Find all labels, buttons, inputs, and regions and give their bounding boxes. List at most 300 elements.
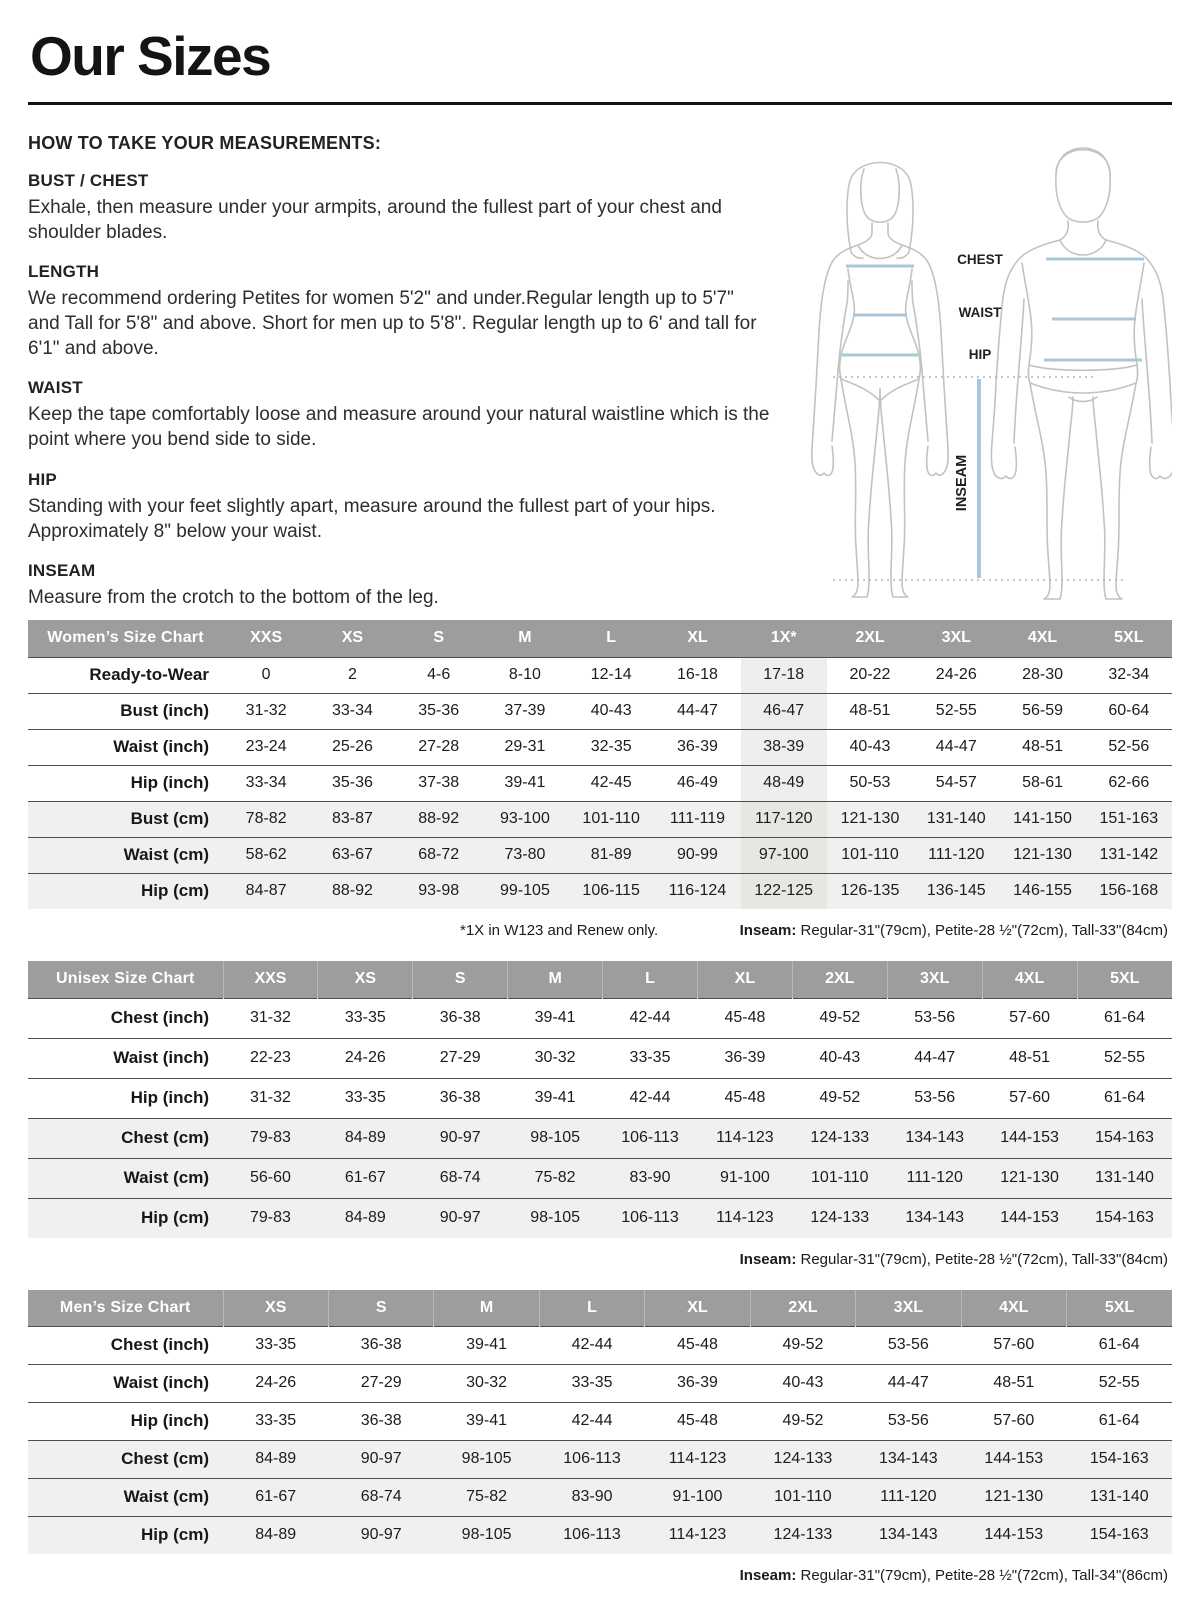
row-label: Bust (inch): [28, 693, 223, 729]
table-cell: 101-110: [568, 801, 654, 837]
table-cell: 68-72: [396, 837, 482, 873]
table-cell: 42-44: [539, 1326, 644, 1364]
table-cell: 31-32: [223, 693, 309, 729]
man-left-leg: [1030, 383, 1073, 599]
column-header: XL: [697, 961, 792, 999]
table-cell: 156-168: [1086, 873, 1172, 909]
table-cell: 27-28: [396, 729, 482, 765]
table-cell: 29-31: [482, 729, 568, 765]
table-cell: 101-110: [792, 1158, 887, 1198]
column-header: 5XL: [1077, 961, 1172, 999]
table-row: [28, 837, 1172, 873]
table-cell: 121-130: [961, 1478, 1066, 1516]
table-row: [28, 1364, 1172, 1402]
table-cell: 79-83: [223, 1118, 318, 1158]
inseam-label: INSEAM: [954, 454, 970, 512]
womens-table-notes: [28, 922, 1172, 939]
table-cell: 8-10: [482, 657, 568, 693]
table-row: [28, 729, 1172, 765]
table-cell: 38-39: [741, 729, 827, 765]
table-cell: 124-133: [792, 1118, 887, 1158]
table-cell: 53-56: [856, 1402, 961, 1440]
row-label: Waist (inch): [28, 729, 223, 765]
table-cell: 45-48: [645, 1326, 750, 1364]
table-cell: 22-23: [223, 1038, 318, 1078]
table-cell: 114-123: [697, 1118, 792, 1158]
table-cell: 57-60: [961, 1326, 1066, 1364]
table-cell: 48-49: [741, 765, 827, 801]
table-cell: 121-130: [982, 1158, 1077, 1198]
table-cell: 93-100: [482, 801, 568, 837]
row-label: Waist (inch): [28, 1364, 223, 1402]
table-cell: 25-26: [309, 729, 395, 765]
table-cell: 40-43: [568, 693, 654, 729]
table-cell: 36-38: [413, 998, 508, 1038]
table-cell: 52-55: [913, 693, 999, 729]
table-cell: 144-153: [982, 1118, 1077, 1158]
table-cell: 35-36: [309, 765, 395, 801]
column-header: XS: [318, 961, 413, 999]
diagram-wrap: [770, 129, 1172, 603]
table-cell: 36-38: [328, 1402, 433, 1440]
column-header: S: [396, 620, 482, 658]
table-cell: 117-120: [741, 801, 827, 837]
inseam-note-label: Inseam:: [739, 1566, 797, 1584]
table-cell: 68-74: [413, 1158, 508, 1198]
table-cell: 37-38: [396, 765, 482, 801]
section-body: We recommend ordering Petites for women 5'2" and under.Regular length up to 5'7" and Tall for 5'8" and above. Short for men up to 5'8". Regular length up to 6' and tall for 6'1" and above.: [28, 288, 757, 360]
table-cell: 154-163: [1067, 1516, 1173, 1554]
man-right-leg: [1093, 383, 1136, 599]
column-header: 3XL: [887, 961, 982, 999]
table-cell: 37-39: [482, 693, 568, 729]
table-cell: 114-123: [697, 1198, 792, 1238]
table-row: [28, 801, 1172, 837]
intro-section: [28, 129, 1172, 610]
table-cell: 36-38: [413, 1078, 508, 1118]
table-cell: 42-44: [539, 1402, 644, 1440]
woman-right-leg: [880, 379, 919, 597]
table-cell: 79-83: [223, 1198, 318, 1238]
table-cell: 36-39: [697, 1038, 792, 1078]
column-header: L: [603, 961, 698, 999]
woman-hair: [847, 163, 913, 253]
table-cell: 28-30: [999, 657, 1085, 693]
table-cell: 62-66: [1086, 765, 1172, 801]
man-face: [1056, 176, 1110, 222]
table-row: [28, 1478, 1172, 1516]
row-label: Chest (cm): [28, 1440, 223, 1478]
table-cell: 83-90: [603, 1158, 698, 1198]
table-cell: 27-29: [328, 1364, 433, 1402]
table-row: [28, 1440, 1172, 1478]
table-cell: 68-74: [328, 1478, 433, 1516]
table-cell: 75-82: [434, 1478, 539, 1516]
table-cell: 144-153: [961, 1440, 1066, 1478]
row-label: Hip (cm): [28, 873, 223, 909]
table-cell: 2: [309, 657, 395, 693]
column-header: XXS: [223, 961, 318, 999]
table-cell: 122-125: [741, 873, 827, 909]
unisex-table-notes: [28, 1251, 1172, 1268]
table-cell: 98-105: [434, 1516, 539, 1554]
table-cell: 84-89: [318, 1198, 413, 1238]
row-label: Waist (cm): [28, 837, 223, 873]
table-cell: 33-35: [539, 1364, 644, 1402]
table-cell: 46-49: [654, 765, 740, 801]
page-title: Our Sizes: [30, 25, 271, 87]
table-cell: 90-97: [328, 1440, 433, 1478]
table-cell: 136-145: [913, 873, 999, 909]
table-row: [28, 1078, 1172, 1118]
table-cell: 44-47: [856, 1364, 961, 1402]
table-cell: 45-48: [697, 998, 792, 1038]
table-cell: 106-113: [539, 1440, 644, 1478]
column-header: M: [434, 1290, 539, 1327]
table-cell: 121-130: [999, 837, 1085, 873]
table-cell: 88-92: [396, 801, 482, 837]
section-title: BUST / CHEST: [28, 171, 149, 190]
table-cell: 33-35: [318, 1078, 413, 1118]
measurement-section: [28, 470, 770, 544]
column-header: XL: [654, 620, 740, 658]
table-cell: 83-90: [539, 1478, 644, 1516]
table-cell: 134-143: [856, 1516, 961, 1554]
table-cell: 57-60: [982, 1078, 1077, 1118]
column-header: 1X*: [741, 620, 827, 658]
table-title: Unisex Size Chart: [28, 961, 223, 999]
table-cell: 33-34: [309, 693, 395, 729]
table-row: [28, 1198, 1172, 1238]
table-cell: 131-140: [913, 801, 999, 837]
column-header: 4XL: [999, 620, 1085, 658]
table-cell: 151-163: [1086, 801, 1172, 837]
column-header: 2XL: [792, 961, 887, 999]
table-cell: 126-135: [827, 873, 913, 909]
table-cell: 61-64: [1067, 1402, 1173, 1440]
table-cell: 20-22: [827, 657, 913, 693]
table-cell: 54-57: [913, 765, 999, 801]
table-cell: 45-48: [645, 1402, 750, 1440]
title-divider: [28, 102, 1172, 105]
table-cell: 124-133: [792, 1198, 887, 1238]
table-cell: 33-34: [223, 765, 309, 801]
table-cell: 131-140: [1067, 1478, 1173, 1516]
table-row: [28, 873, 1172, 909]
measurement-section: [28, 378, 770, 452]
table-cell: 33-35: [223, 1326, 328, 1364]
table-cell: 141-150: [999, 801, 1085, 837]
hip-label: HIP: [968, 347, 992, 362]
table-row: [28, 1516, 1172, 1554]
table-cell: 42-44: [603, 1078, 698, 1118]
table-cell: 56-60: [223, 1158, 318, 1198]
table-cell: 36-38: [328, 1326, 433, 1364]
table-cell: 114-123: [645, 1516, 750, 1554]
table-cell: 93-98: [396, 873, 482, 909]
waist-label: WAIST: [958, 305, 1002, 320]
table-cell: 101-110: [827, 837, 913, 873]
table-cell: 60-64: [1086, 693, 1172, 729]
table-cell: 116-124: [654, 873, 740, 909]
table-row: [28, 1118, 1172, 1158]
row-label: Ready-to-Wear: [28, 657, 223, 693]
column-header: 5XL: [1086, 620, 1172, 658]
table-cell: 48-51: [982, 1038, 1077, 1078]
row-label: Chest (inch): [28, 998, 223, 1038]
table-cell: 39-41: [482, 765, 568, 801]
woman-face: [861, 169, 900, 222]
inseam-note-label: Inseam:: [739, 1250, 797, 1268]
table-cell: 39-41: [434, 1402, 539, 1440]
row-label: Hip (cm): [28, 1516, 223, 1554]
table-cell: 154-163: [1067, 1440, 1173, 1478]
table-cell: 40-43: [792, 1038, 887, 1078]
measurement-section: [28, 561, 770, 610]
measurement-diagram: [796, 131, 1172, 603]
womens-size-chart: [28, 620, 1172, 909]
table-cell: 84-89: [223, 1516, 328, 1554]
section-title: LENGTH: [28, 262, 100, 282]
table-cell: 33-35: [318, 998, 413, 1038]
column-header: 4XL: [982, 961, 1077, 999]
table-cell: 121-130: [827, 801, 913, 837]
table-cell: 81-89: [568, 837, 654, 873]
woman-left-leg: [841, 379, 880, 597]
column-header: S: [328, 1290, 433, 1327]
table-cell: 56-59: [999, 693, 1085, 729]
man-hair: [1056, 148, 1110, 176]
table-cell: 144-153: [961, 1516, 1066, 1554]
section-title: INSEAM: [28, 560, 96, 580]
table-cell: 27-29: [413, 1038, 508, 1078]
table-cell: 53-56: [856, 1326, 961, 1364]
table-cell: 57-60: [982, 998, 1077, 1038]
column-header: 4XL: [961, 1290, 1066, 1327]
table-cell: 48-51: [999, 729, 1085, 765]
inseam-note-text: Regular-31"(79cm), Petite-28 ½"(72cm), Tall-34"(86cm): [796, 1566, 1168, 1584]
table-cell: 30-32: [434, 1364, 539, 1402]
inseam-note-label: Inseam:: [739, 921, 797, 939]
figure-outlines: [812, 148, 1172, 599]
table-cell: 32-35: [568, 729, 654, 765]
table-cell: 40-43: [827, 729, 913, 765]
table-cell: 106-113: [603, 1198, 698, 1238]
table-cell: 58-61: [999, 765, 1085, 801]
table-cell: 48-51: [961, 1364, 1066, 1402]
table-cell: 114-123: [645, 1440, 750, 1478]
table-cell: 4-6: [396, 657, 482, 693]
table-cell: 42-45: [568, 765, 654, 801]
table-cell: 35-36: [396, 693, 482, 729]
column-header: L: [539, 1290, 644, 1327]
section-body: Exhale, then measure under your armpits, around the fullest part of your chest and shoulder blades.: [28, 197, 722, 244]
table-cell: 90-97: [413, 1198, 508, 1238]
column-header: M: [508, 961, 603, 999]
mens-inseam-note: [740, 1567, 1172, 1584]
measurement-instructions: [28, 129, 770, 610]
table-cell: 144-153: [982, 1198, 1077, 1238]
table-cell: 83-87: [309, 801, 395, 837]
section-title: HIP: [28, 469, 57, 489]
table-cell: 33-35: [223, 1402, 328, 1440]
column-header: XL: [645, 1290, 750, 1327]
table-cell: 53-56: [887, 998, 982, 1038]
table-header-row: [28, 620, 1172, 658]
table-cell: 61-67: [318, 1158, 413, 1198]
table-cell: 75-82: [508, 1158, 603, 1198]
table-row: [28, 1038, 1172, 1078]
table-cell: 45-48: [697, 1078, 792, 1118]
row-label: Waist (inch): [28, 1038, 223, 1078]
measurement-section: [28, 171, 770, 245]
table-cell: 90-97: [413, 1118, 508, 1158]
size-charts: [28, 620, 1172, 1584]
table-cell: 44-47: [887, 1038, 982, 1078]
section-title: WAIST: [28, 378, 83, 398]
table-cell: 61-64: [1077, 998, 1172, 1038]
table-cell: 39-41: [434, 1326, 539, 1364]
table-cell: 49-52: [792, 998, 887, 1038]
column-header: M: [482, 620, 568, 658]
table-cell: 32-34: [1086, 657, 1172, 693]
table-cell: 131-142: [1086, 837, 1172, 873]
table-cell: 134-143: [856, 1440, 961, 1478]
table-cell: 61-64: [1077, 1078, 1172, 1118]
table-cell: 97-100: [741, 837, 827, 873]
column-header: 5XL: [1067, 1290, 1173, 1327]
column-header: XXS: [223, 620, 309, 658]
table-cell: 24-26: [913, 657, 999, 693]
table-cell: 30-32: [508, 1038, 603, 1078]
unisex-inseam-note: [740, 1251, 1172, 1268]
column-header: XS: [223, 1290, 328, 1327]
table-cell: 146-155: [999, 873, 1085, 909]
row-label: Chest (inch): [28, 1326, 223, 1364]
measurement-section: [28, 262, 770, 361]
size-table: [28, 961, 1172, 1238]
table-cell: 33-35: [603, 1038, 698, 1078]
table-cell: 90-97: [328, 1516, 433, 1554]
table-cell: 52-56: [1086, 729, 1172, 765]
table-cell: 49-52: [750, 1326, 855, 1364]
table-cell: 44-47: [654, 693, 740, 729]
table-cell: 50-53: [827, 765, 913, 801]
table-cell: 101-110: [750, 1478, 855, 1516]
section-body: Measure from the crotch to the bottom of the leg.: [28, 586, 439, 608]
table-row: [28, 1326, 1172, 1364]
table-cell: 31-32: [223, 1078, 318, 1118]
row-label: Bust (cm): [28, 801, 223, 837]
table-cell: 134-143: [887, 1198, 982, 1238]
womens-inseam-note: [740, 922, 1172, 939]
table-cell: 52-55: [1067, 1364, 1173, 1402]
table-cell: 31-32: [223, 998, 318, 1038]
table-cell: 98-105: [508, 1118, 603, 1158]
table-cell: 17-18: [741, 657, 827, 693]
row-label: Waist (cm): [28, 1158, 223, 1198]
table-cell: 73-80: [482, 837, 568, 873]
table-cell: 106-115: [568, 873, 654, 909]
instruction-sections: [28, 171, 770, 610]
table-cell: 99-105: [482, 873, 568, 909]
table-cell: 46-47: [741, 693, 827, 729]
table-cell: 98-105: [508, 1198, 603, 1238]
section-body: Standing with your feet slightly apart, measure around the fullest part of your hips. Approximately 8" below your waist.: [28, 495, 716, 542]
table-cell: 12-14: [568, 657, 654, 693]
table-cell: 23-24: [223, 729, 309, 765]
womens-footnote: *1X in W123 and Renew only.: [460, 921, 659, 939]
table-cell: 78-82: [223, 801, 309, 837]
table-cell: 36-39: [654, 729, 740, 765]
table-cell: 111-119: [654, 801, 740, 837]
table-cell: 84-89: [318, 1118, 413, 1158]
row-label: Chest (cm): [28, 1118, 223, 1158]
table-title: Women’s Size Chart: [28, 620, 223, 658]
column-header: 2XL: [750, 1290, 855, 1327]
table-cell: 106-113: [539, 1516, 644, 1554]
table-cell: 63-67: [309, 837, 395, 873]
column-header: L: [568, 620, 654, 658]
table-cell: 52-55: [1077, 1038, 1172, 1078]
unisex-size-chart: [28, 961, 1172, 1238]
table-cell: 49-52: [750, 1402, 855, 1440]
table-row: [28, 1402, 1172, 1440]
table-cell: 124-133: [750, 1516, 855, 1554]
table-cell: 40-43: [750, 1364, 855, 1402]
table-cell: 61-64: [1067, 1326, 1173, 1364]
table-row: [28, 693, 1172, 729]
table-cell: 39-41: [508, 1078, 603, 1118]
table-row: [28, 657, 1172, 693]
table-row: [28, 765, 1172, 801]
table-cell: 53-56: [887, 1078, 982, 1118]
howto-heading: HOW TO TAKE YOUR MEASUREMENTS:: [28, 133, 382, 153]
table-cell: 39-41: [508, 998, 603, 1038]
size-table: [28, 1290, 1172, 1554]
column-header: 3XL: [913, 620, 999, 658]
table-cell: 111-120: [913, 837, 999, 873]
size-table: [28, 620, 1172, 909]
column-header: S: [413, 961, 508, 999]
table-row: [28, 1158, 1172, 1198]
inseam-note-text: Regular-31"(79cm), Petite-28 ½"(72cm), Tall-33"(84cm): [796, 1250, 1168, 1268]
table-cell: 84-89: [223, 1440, 328, 1478]
table-cell: 61-67: [223, 1478, 328, 1516]
mens-size-chart: [28, 1290, 1172, 1554]
table-cell: 44-47: [913, 729, 999, 765]
table-cell: 57-60: [961, 1402, 1066, 1440]
table-row: [28, 998, 1172, 1038]
table-cell: 42-44: [603, 998, 698, 1038]
column-header: 3XL: [856, 1290, 961, 1327]
table-cell: 88-92: [309, 873, 395, 909]
column-header: 2XL: [827, 620, 913, 658]
table-cell: 98-105: [434, 1440, 539, 1478]
row-label: Hip (inch): [28, 765, 223, 801]
table-cell: 111-120: [856, 1478, 961, 1516]
table-cell: 134-143: [887, 1118, 982, 1158]
row-label: Hip (cm): [28, 1198, 223, 1238]
row-label: Waist (cm): [28, 1478, 223, 1516]
table-cell: 111-120: [887, 1158, 982, 1198]
section-body: Keep the tape comfortably loose and measure around your natural waistline which is the point where you bend side to side.: [28, 404, 770, 451]
table-cell: 48-51: [827, 693, 913, 729]
table-cell: 84-87: [223, 873, 309, 909]
row-label: Hip (inch): [28, 1078, 223, 1118]
row-label: Hip (inch): [28, 1402, 223, 1440]
table-cell: 36-39: [645, 1364, 750, 1402]
